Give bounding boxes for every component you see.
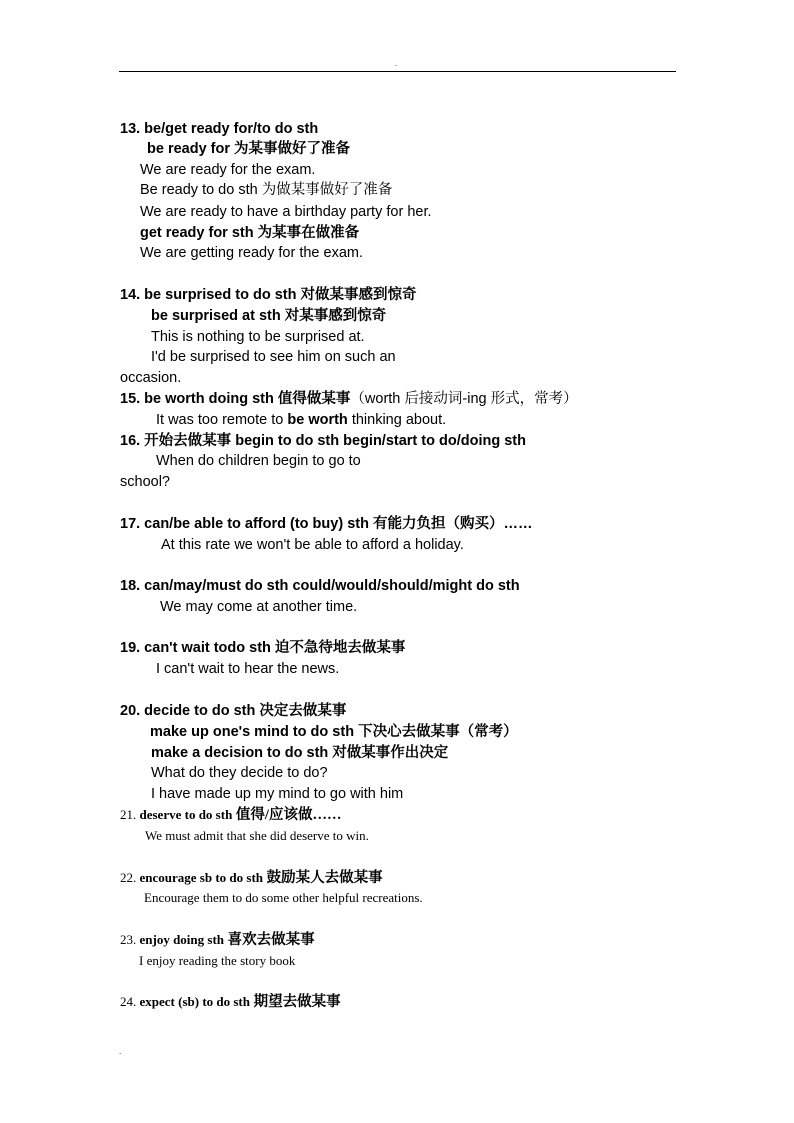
line-text: 24.	[120, 994, 140, 1009]
doc-line	[140, 224, 359, 242]
doc-line	[140, 244, 363, 262]
line-text: occasion.	[120, 370, 182, 386]
doc-line	[120, 702, 346, 720]
line-text: 17. can/be able to afford (to buy) sth 有能力负担（购买）……	[120, 516, 533, 532]
line-text: This is nothing to be surprised at.	[151, 329, 365, 345]
line-text: We are getting ready for the exam.	[140, 245, 363, 261]
line-text: 13. be/get ready for/to do sth	[120, 121, 319, 137]
doc-line	[120, 473, 170, 491]
line-text: be ready for 为某事做好了准备	[147, 141, 351, 157]
line-emphasis: deserve to do sth	[139, 807, 233, 822]
doc-line	[145, 827, 369, 845]
line-text: What do they decide to do?	[151, 765, 328, 781]
header-mark: .	[395, 59, 398, 68]
line-text: be surprised at sth 对某事感到惊奇	[151, 308, 387, 324]
doc-line	[139, 952, 295, 970]
line-tail: 期望去做某事	[250, 994, 341, 1010]
line-text: 16. 开始去做某事 begin to do sth begin/start to do/doing sth	[120, 433, 526, 449]
line-text: 21.	[120, 807, 140, 822]
line-text: 18. can/may/must do sth could/would/should/might do sth	[120, 578, 520, 594]
line-text: 20. decide to do sth 决定去做某事	[120, 703, 347, 719]
doc-line	[140, 161, 315, 179]
doc-line	[120, 639, 405, 657]
doc-line	[120, 869, 383, 887]
doc-line	[151, 764, 328, 782]
doc-line	[120, 432, 526, 450]
line-text: 15. be worth doing sth 值得做某事	[120, 391, 351, 407]
line-text: I have made up my mind to go with him	[151, 786, 404, 802]
line-text: It was too remote to	[156, 412, 288, 428]
doc-line	[120, 993, 341, 1011]
doc-line	[140, 203, 432, 221]
doc-line	[151, 744, 448, 762]
doc-line	[144, 889, 423, 907]
line-text: We may come at another time.	[160, 599, 358, 615]
doc-line	[156, 411, 446, 429]
line-tail: 喜欢去做某事	[224, 932, 315, 948]
doc-line	[151, 785, 403, 803]
doc-line	[120, 390, 578, 408]
line-text: 23.	[120, 932, 140, 947]
line-text: get ready for sth 为某事在做准备	[140, 225, 360, 241]
line-emphasis: encourage sb to do sth	[139, 870, 264, 885]
doc-line	[140, 181, 392, 199]
doc-line	[151, 328, 365, 346]
footer-mark: .	[119, 1047, 122, 1056]
line-tail: thinking about.	[347, 412, 447, 428]
line-text: 22.	[120, 870, 140, 885]
doc-line	[147, 140, 350, 158]
line-emphasis: be worth	[287, 412, 348, 428]
line-text: make up one's mind to do sth 下决心去做某事（常考）	[150, 724, 518, 740]
line-text: We are ready for the exam.	[140, 162, 316, 178]
line-emphasis: enjoy doing sth	[139, 932, 225, 947]
doc-line	[120, 806, 341, 824]
line-text: I'd be surprised to see him on such an	[151, 349, 396, 365]
line-text: school?	[120, 474, 170, 490]
doc-line	[120, 369, 181, 387]
doc-line	[120, 931, 315, 949]
line-text: We must admit that she did deserve to win.	[145, 828, 369, 843]
doc-line	[160, 598, 357, 616]
line-text: I enjoy reading the story book	[139, 953, 296, 968]
header-rule	[119, 71, 676, 72]
line-text: 14. be surprised to do sth 对做某事感到惊奇	[120, 287, 417, 303]
line-text: Encourage them to do some other helpful recreations.	[144, 890, 423, 905]
line-text: Be ready to do sth 为做某事做好了准备	[140, 182, 393, 198]
line-text: 19. can't wait todo sth 迫不急待地去做某事	[120, 640, 406, 656]
doc-line	[156, 452, 361, 470]
line-text: I can't wait to hear the news.	[156, 661, 340, 677]
line-emphasis: expect (sb) to do sth	[139, 994, 250, 1009]
line-tail: （worth 后接动词-ing 形式，常考）	[350, 391, 578, 407]
line-text: When do children begin to go to	[156, 453, 361, 469]
doc-line	[156, 660, 339, 678]
doc-line	[120, 120, 318, 138]
line-text: At this rate we won't be able to afford a holiday.	[161, 537, 464, 553]
doc-line	[151, 348, 396, 366]
doc-line	[120, 515, 532, 533]
doc-line	[120, 577, 520, 595]
doc-line	[151, 307, 386, 325]
doc-line	[150, 723, 518, 741]
line-tail: 值得/应该做……	[232, 807, 342, 823]
doc-line	[161, 536, 464, 554]
doc-line	[120, 286, 416, 304]
line-tail: 鼓励某人去做某事	[263, 870, 383, 886]
line-text: We are ready to have a birthday party for her.	[140, 204, 432, 220]
line-text: make a decision to do sth 对做某事作出决定	[151, 745, 449, 761]
